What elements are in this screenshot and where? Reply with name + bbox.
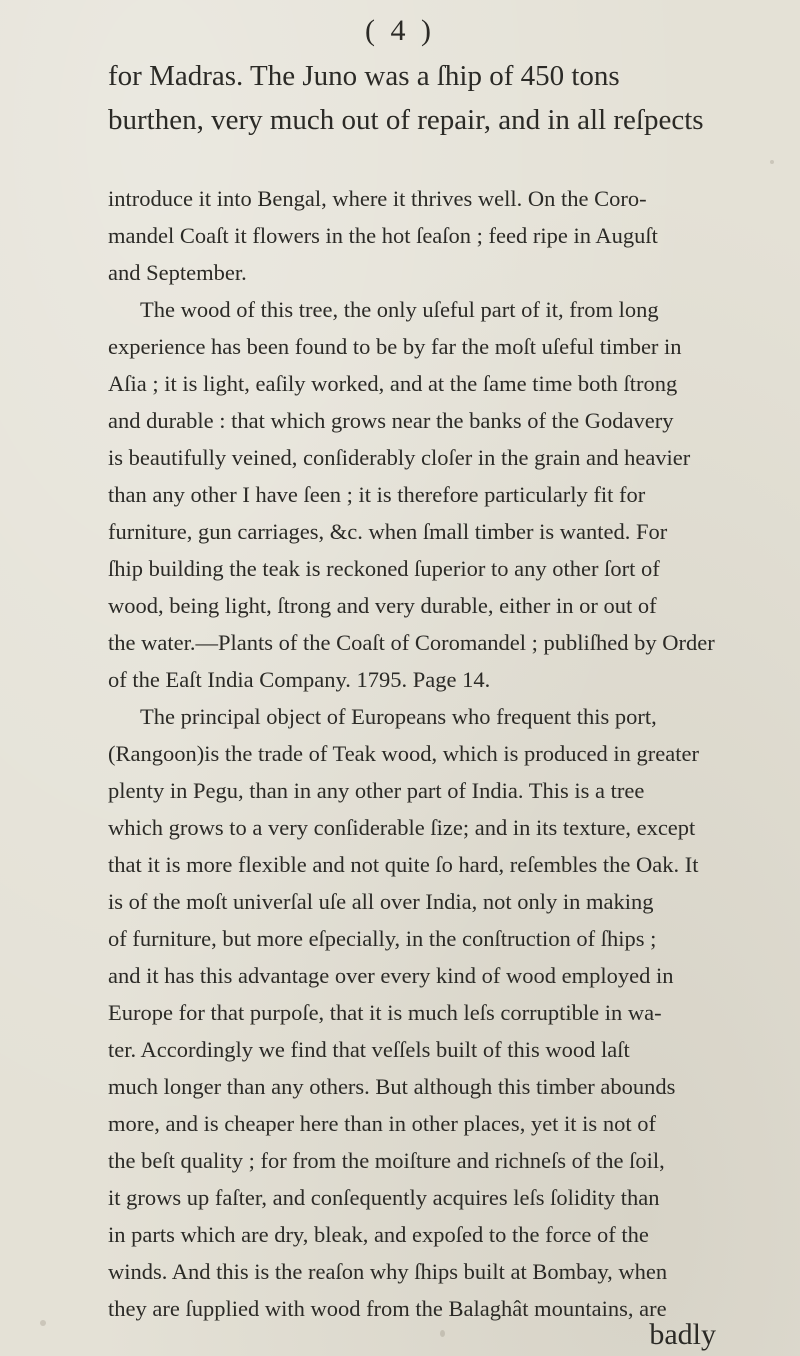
text-line: plenty in Pegu, than in any other part of India. This is a tree: [108, 778, 645, 803]
text-line: mandel Coaſt it flowers in the hot ſeaſon ; feed ripe in Auguſt: [108, 223, 658, 248]
text-line: it grows up faſter, and conſequently acquires leſs ſolidity than: [108, 1185, 660, 1210]
page-number: ( 4 ): [365, 14, 435, 47]
text-line: The wood of this tree, the only uſeful part of it, from long: [140, 297, 659, 322]
text-line: they are ſupplied with wood from the Balaghât mountains, are: [108, 1296, 667, 1321]
text-line: and September.: [108, 260, 247, 285]
paper-speck: [40, 1320, 46, 1326]
text-line: (Rangoon)is the trade of Teak wood, which is produced in greater: [108, 741, 699, 766]
continuation-line: burthen, very much out of repair, and in all reſpects: [108, 104, 704, 136]
text-line: that it is more flexible and not quite ſo hard, reſembles the Oak. It: [108, 852, 699, 877]
text-line: of the Eaſt India Company. 1795. Page 14.: [108, 667, 491, 692]
text-line: than any other I have ſeen ; it is therefore particularly fit for: [108, 482, 646, 507]
text-line: and durable : that which grows near the banks of the Godavery: [108, 408, 674, 433]
text-line: the water.—Plants of the Coaſt of Coromandel ; publiſhed by Order: [108, 630, 715, 655]
text-line: ſhip building the teak is reckoned ſuperior to any other ſort of: [108, 556, 660, 581]
text-line: winds. And this is the reaſon why ſhips built at Bombay, when: [108, 1259, 668, 1284]
text-line: much longer than any others. But although this timber abounds: [108, 1074, 676, 1099]
continuation-line: for Madras. The Juno was a ſhip of 450 tons: [108, 60, 620, 92]
text-line: Europe for that purpoſe, that it is much leſs corruptible in wa-: [108, 1000, 662, 1025]
text-line: of furniture, but more eſpecially, in the conſtruction of ſhips ;: [108, 926, 657, 951]
text-line: The principal object of Europeans who frequent this port,: [140, 704, 657, 729]
text-line: is of the moſt univerſal uſe all over India, not only in making: [108, 889, 654, 914]
text-line: introduce it into Bengal, where it thrives well. On the Coro-: [108, 186, 647, 211]
text-line: ter. Accordingly we find that veſſels built of this wood laſt: [108, 1037, 630, 1062]
text-line: wood, being light, ſtrong and very durable, either in or out of: [108, 593, 657, 618]
catchword: badly: [649, 1318, 716, 1351]
text-line: which grows to a very conſiderable ſize; and in its texture, except: [108, 815, 696, 840]
text-line: Aſia ; it is light, eaſily worked, and at the ſame time both ſtrong: [108, 371, 678, 396]
text-line: in parts which are dry, bleak, and expoſed to the force of the: [108, 1222, 649, 1247]
text-line: and it has this advantage over every kind of wood employed in: [108, 963, 674, 988]
text-line: experience has been found to be by far the moſt uſeful timber in: [108, 334, 682, 359]
text-line: the beſt quality ; for from the moiſture and richneſs of the ſoil,: [108, 1148, 665, 1173]
paper-speck: [440, 1330, 445, 1337]
paper-speck: [770, 160, 774, 164]
text-line: furniture, gun carriages, &c. when ſmall timber is wanted. For: [108, 519, 668, 544]
text-line: more, and is cheaper here than in other places, yet it is not of: [108, 1111, 656, 1136]
text-line: is beautifully veined, conſiderably cloſer in the grain and heavier: [108, 445, 691, 470]
